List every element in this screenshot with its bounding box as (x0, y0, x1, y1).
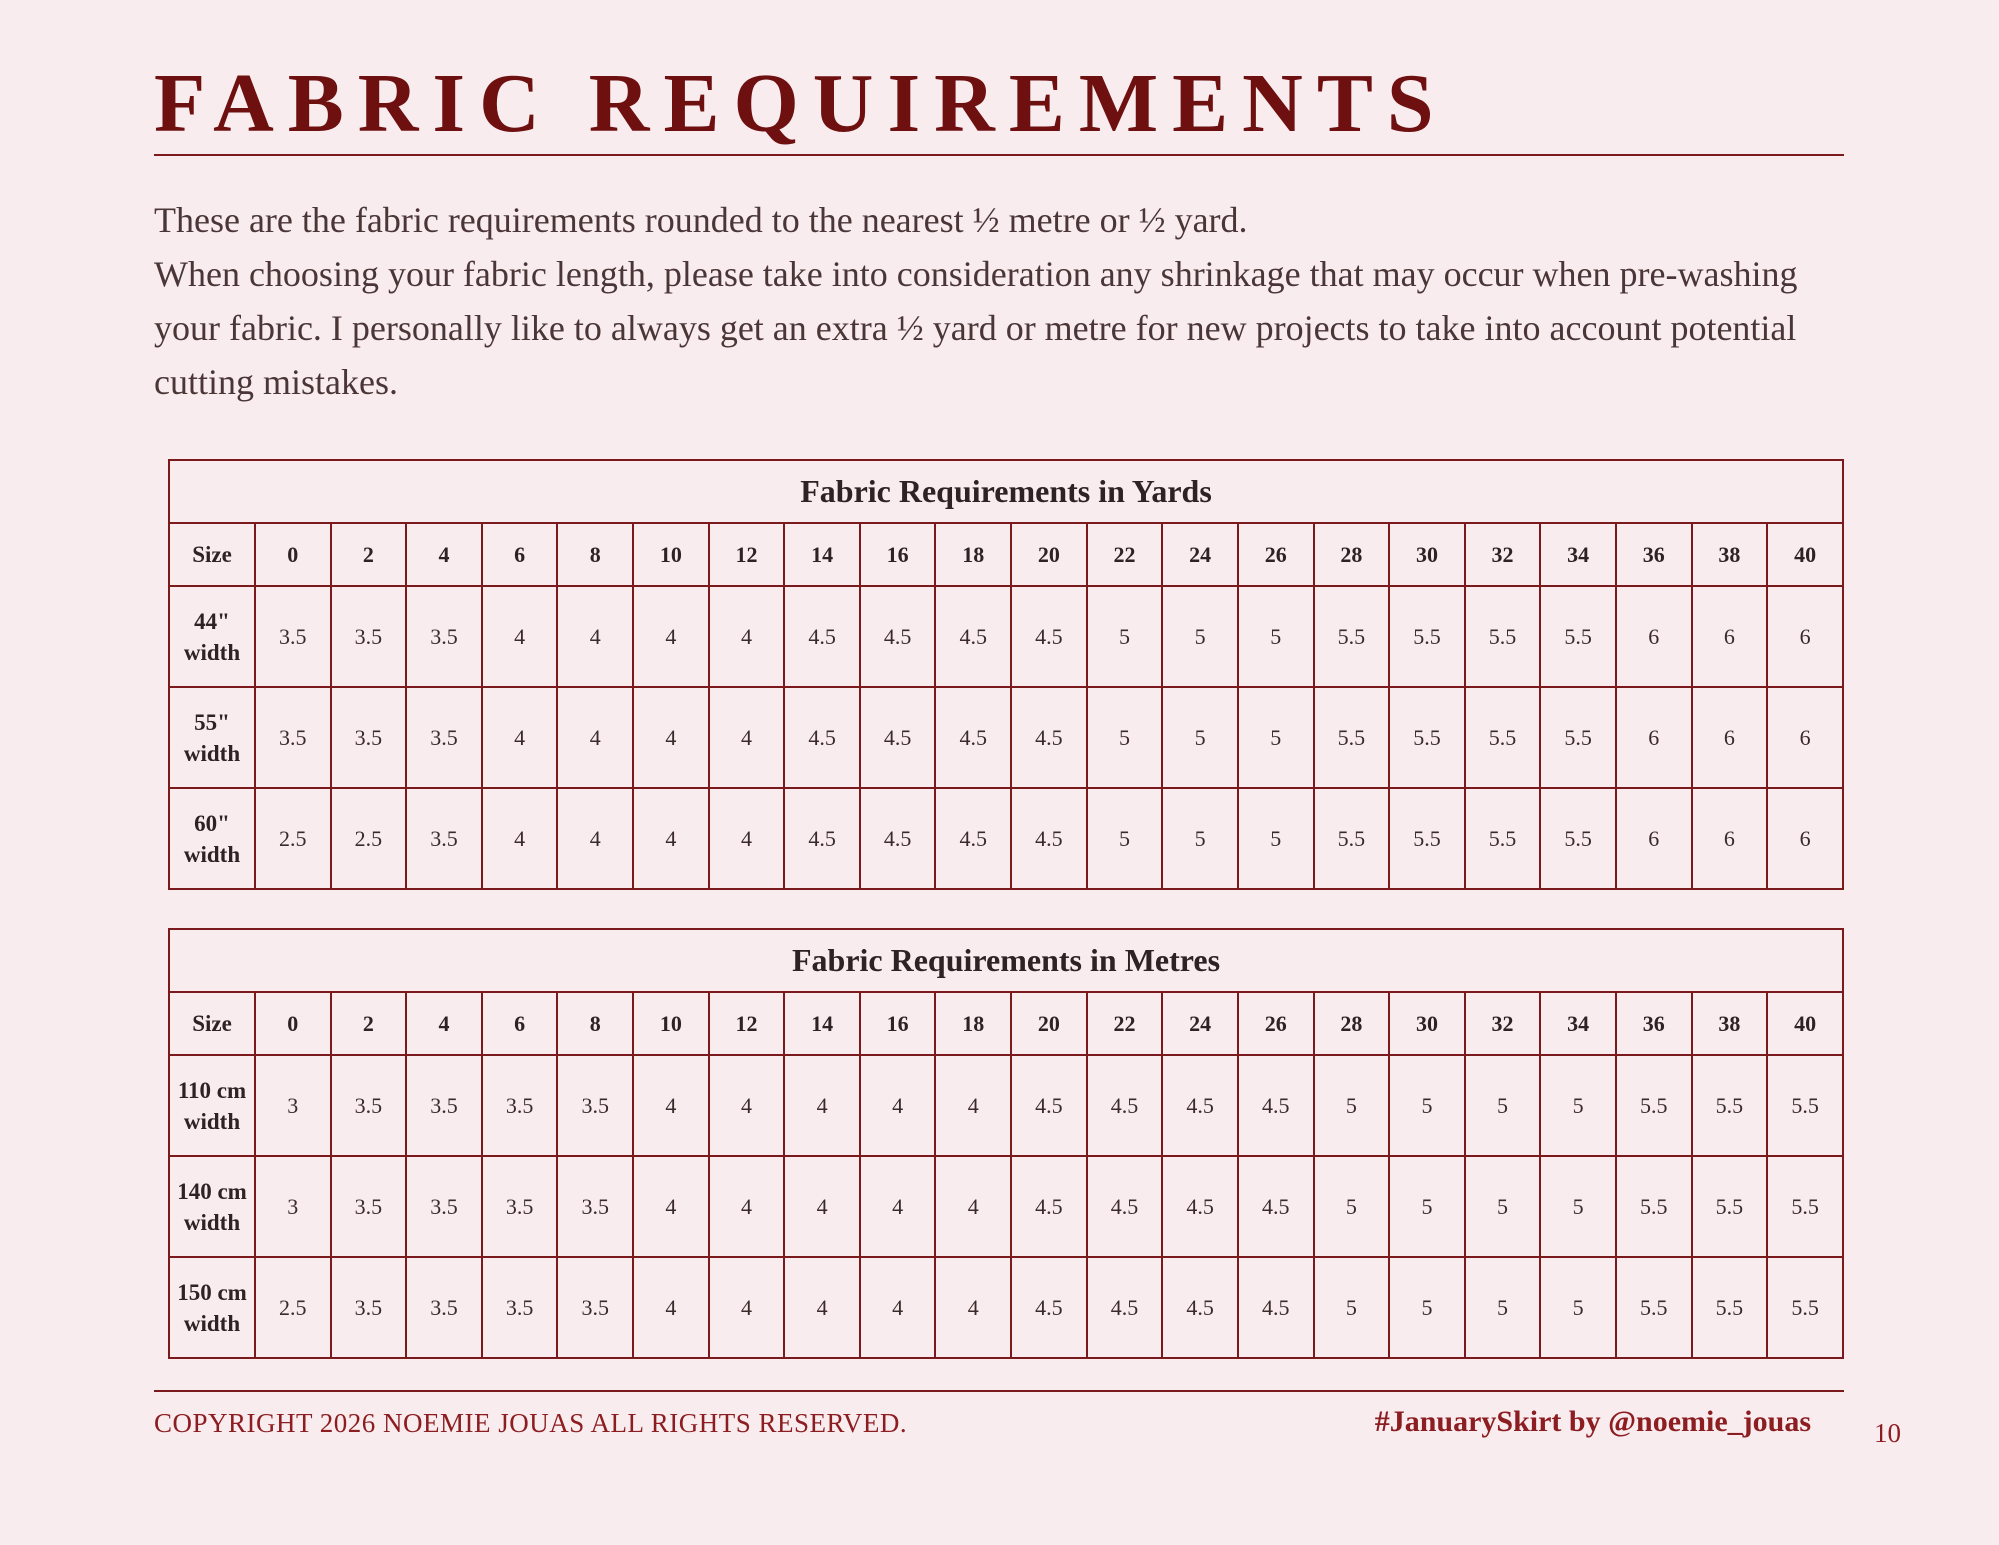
table-cell: 5.5 (1616, 1156, 1692, 1257)
fabric-width-value: 55" (194, 709, 230, 735)
table-cell: 4 (709, 1257, 785, 1358)
table-cell: 5 (1389, 1156, 1465, 1257)
table-cell: 3.5 (255, 687, 331, 788)
table-cell: 5.5 (1767, 1055, 1843, 1156)
table-cell: 4.5 (1087, 1156, 1163, 1257)
table-cell: 5 (1238, 687, 1314, 788)
table-cell: 2.5 (255, 1257, 331, 1358)
size-header-cell: 16 (860, 992, 936, 1055)
table-cell: 4.5 (1238, 1055, 1314, 1156)
table-cell: 3.5 (406, 687, 482, 788)
table-cell: 4.5 (935, 788, 1011, 889)
intro-text (154, 193, 1854, 409)
table-cell: 5 (1389, 1055, 1465, 1156)
size-header-cell: 22 (1087, 992, 1163, 1055)
table-row (169, 788, 1843, 889)
table-cell: 2.5 (255, 788, 331, 889)
fabric-width-value: 110 cm (177, 1077, 247, 1103)
table-cell: 6 (1616, 788, 1692, 889)
table-cell: 4.5 (784, 586, 860, 687)
table-cell: 3.5 (331, 1257, 407, 1358)
table-cell: 5 (1314, 1156, 1390, 1257)
table-cell: 4 (557, 788, 633, 889)
size-header-cell: 34 (1540, 992, 1616, 1055)
table-cell: 4 (709, 788, 785, 889)
table-cell: 6 (1692, 687, 1768, 788)
yards-header-row (169, 523, 1843, 586)
size-header-cell: 26 (1238, 523, 1314, 586)
table-cell: 3.5 (255, 586, 331, 687)
table-cell: 4 (633, 1257, 709, 1358)
table-cell: 4 (482, 687, 558, 788)
fabric-width-unit: width (183, 1209, 241, 1235)
table-cell: 5 (1540, 1156, 1616, 1257)
table-cell: 5 (1087, 788, 1163, 889)
table-cell: 3.5 (331, 586, 407, 687)
table-cell: 5 (1465, 1257, 1541, 1358)
table-cell: 3.5 (406, 788, 482, 889)
table-cell: 5.5 (1314, 687, 1390, 788)
table-cell: 5.5 (1616, 1055, 1692, 1156)
size-header-cell: 0 (255, 523, 331, 586)
table-cell: 4 (557, 687, 633, 788)
table-row (169, 1156, 1843, 1257)
table-cell: 3.5 (406, 586, 482, 687)
size-header-cell: 14 (784, 523, 860, 586)
table-cell: 5.5 (1314, 788, 1390, 889)
fabric-width-label (169, 1156, 255, 1257)
size-header-cell: 10 (633, 992, 709, 1055)
table-cell: 5.5 (1465, 687, 1541, 788)
table-cell: 5.5 (1692, 1257, 1768, 1358)
fabric-width-value: 60" (194, 810, 230, 836)
fabric-width-label (169, 1055, 255, 1156)
table-cell: 4.5 (1011, 687, 1087, 788)
size-header-cell: 8 (557, 992, 633, 1055)
size-header-cell: 2 (331, 523, 407, 586)
copyright-text: COPYRIGHT 2026 NOEMIE JOUAS ALL RIGHTS RESERVED. (154, 1408, 908, 1438)
table-cell: 5 (1162, 586, 1238, 687)
table-cell: 3.5 (331, 687, 407, 788)
table-row (169, 1257, 1843, 1358)
table-cell: 4.5 (1162, 1257, 1238, 1358)
table-cell: 4 (709, 1055, 785, 1156)
size-header-cell: 12 (709, 523, 785, 586)
title-divider (154, 154, 1844, 156)
table-cell: 5 (1162, 687, 1238, 788)
table-cell: 5.5 (1616, 1257, 1692, 1358)
table-cell: 4.5 (1238, 1156, 1314, 1257)
table-cell: 4 (784, 1055, 860, 1156)
fabric-width-unit: width (183, 841, 241, 867)
table-cell: 4.5 (1087, 1257, 1163, 1358)
table-cell: 4.5 (784, 788, 860, 889)
table-cell: 4.5 (1162, 1156, 1238, 1257)
table-cell: 5 (1238, 788, 1314, 889)
table-cell: 4 (557, 586, 633, 687)
table-cell: 4 (633, 1156, 709, 1257)
table-cell: 4 (860, 1156, 936, 1257)
table-cell: 5.5 (1389, 687, 1465, 788)
table-cell: 4.5 (784, 687, 860, 788)
table-cell: 4 (860, 1055, 936, 1156)
table-cell: 6 (1767, 687, 1843, 788)
intro-line-2: When choosing your fabric length, please take into consideration any shrinkage that may occur when pre-washing your fabric. I personally like to always get an extra ½ yard or metre for new projects to take into account potential cutting mistakes. (154, 254, 1798, 402)
size-header-cell: 28 (1314, 992, 1390, 1055)
table-cell: 6 (1692, 788, 1768, 889)
fabric-width-unit: width (183, 740, 241, 766)
table-cell: 5.5 (1540, 788, 1616, 889)
table-cell: 4.5 (1011, 1257, 1087, 1358)
size-header-cell: 32 (1465, 523, 1541, 586)
size-header-cell: 28 (1314, 523, 1390, 586)
size-header-cell: 20 (1011, 992, 1087, 1055)
size-header-cell: 6 (482, 992, 558, 1055)
table-cell: 4 (935, 1055, 1011, 1156)
table-cell: 5 (1465, 1055, 1541, 1156)
table-cell: 5.5 (1692, 1156, 1768, 1257)
table-row (169, 586, 1843, 687)
table-cell: 4 (482, 586, 558, 687)
table-cell: 4.5 (1011, 1055, 1087, 1156)
table-cell: 4 (633, 586, 709, 687)
table-cell: 3.5 (557, 1055, 633, 1156)
table-cell: 4 (709, 1156, 785, 1257)
size-header-cell: 34 (1540, 523, 1616, 586)
fabric-width-unit: width (183, 1310, 241, 1336)
fabric-width-label (169, 687, 255, 788)
table-cell: 4 (633, 788, 709, 889)
size-header-cell: 18 (935, 992, 1011, 1055)
size-header-cell: 38 (1692, 523, 1768, 586)
table-cell: 5 (1162, 788, 1238, 889)
size-header-cell: 4 (406, 992, 482, 1055)
table-cell: 4 (784, 1257, 860, 1358)
size-header-cell: 16 (860, 523, 936, 586)
page-title: FABRIC REQUIREMENTS (154, 57, 1448, 150)
size-header-cell: 40 (1767, 992, 1843, 1055)
table-row (169, 687, 1843, 788)
size-header-cell: 24 (1162, 992, 1238, 1055)
table-cell: 4.5 (860, 586, 936, 687)
fabric-width-value: 150 cm (177, 1279, 247, 1305)
table-cell: 4.5 (1011, 1156, 1087, 1257)
size-header-cell: 38 (1692, 992, 1768, 1055)
table-cell: 5.5 (1767, 1257, 1843, 1358)
table-cell: 4 (860, 1257, 936, 1358)
table-cell: 5.5 (1540, 687, 1616, 788)
page-number: 10 (1874, 1418, 1901, 1448)
table-cell: 4.5 (935, 687, 1011, 788)
table-cell: 4 (784, 1156, 860, 1257)
table-cell: 5.5 (1389, 788, 1465, 889)
table-cell: 4.5 (1162, 1055, 1238, 1156)
size-header-label: Size (169, 992, 255, 1055)
size-header-cell: 8 (557, 523, 633, 586)
table-cell: 3.5 (557, 1257, 633, 1358)
table-cell: 4.5 (1011, 788, 1087, 889)
size-header-cell: 30 (1389, 992, 1465, 1055)
size-header-cell: 30 (1389, 523, 1465, 586)
table-cell: 3.5 (482, 1257, 558, 1358)
table-cell: 2.5 (331, 788, 407, 889)
table-cell: 3.5 (331, 1055, 407, 1156)
table-cell: 3.5 (482, 1156, 558, 1257)
fabric-width-unit: width (183, 639, 241, 665)
table-cell: 3.5 (482, 1055, 558, 1156)
yards-table (168, 459, 1844, 890)
table-cell: 4.5 (860, 687, 936, 788)
table-cell: 3.5 (557, 1156, 633, 1257)
yards-table-caption: Fabric Requirements in Yards (169, 460, 1843, 523)
table-cell: 3.5 (406, 1055, 482, 1156)
table-cell: 4 (633, 1055, 709, 1156)
metres-table-caption: Fabric Requirements in Metres (169, 929, 1843, 992)
size-header-label: Size (169, 523, 255, 586)
size-header-cell: 2 (331, 992, 407, 1055)
size-header-cell: 14 (784, 992, 860, 1055)
fabric-width-label (169, 1257, 255, 1358)
table-cell: 4 (633, 687, 709, 788)
table-cell: 6 (1767, 788, 1843, 889)
size-header-cell: 22 (1087, 523, 1163, 586)
table-cell: 3 (255, 1055, 331, 1156)
size-header-cell: 32 (1465, 992, 1541, 1055)
table-cell: 4 (709, 687, 785, 788)
size-header-cell: 20 (1011, 523, 1087, 586)
table-cell: 5.5 (1692, 1055, 1768, 1156)
table-cell: 4 (709, 586, 785, 687)
size-header-cell: 36 (1616, 992, 1692, 1055)
fabric-width-label (169, 586, 255, 687)
table-cell: 5.5 (1389, 586, 1465, 687)
table-cell: 5.5 (1465, 788, 1541, 889)
size-header-cell: 36 (1616, 523, 1692, 586)
metres-table (168, 928, 1844, 1359)
table-cell: 6 (1616, 586, 1692, 687)
table-cell: 3.5 (331, 1156, 407, 1257)
size-header-cell: 10 (633, 523, 709, 586)
size-header-cell: 6 (482, 523, 558, 586)
table-cell: 5 (1540, 1055, 1616, 1156)
table-cell: 5 (1314, 1055, 1390, 1156)
table-cell: 3.5 (406, 1156, 482, 1257)
table-cell: 5.5 (1314, 586, 1390, 687)
table-cell: 4.5 (935, 586, 1011, 687)
table-row (169, 1055, 1843, 1156)
table-cell: 5 (1540, 1257, 1616, 1358)
table-cell: 4.5 (1011, 586, 1087, 687)
size-header-cell: 18 (935, 523, 1011, 586)
table-cell: 5.5 (1540, 586, 1616, 687)
intro-line-1: These are the fabric requirements rounded to the nearest ½ metre or ½ yard. (154, 200, 1248, 240)
table-cell: 6 (1692, 586, 1768, 687)
size-header-cell: 26 (1238, 992, 1314, 1055)
table-cell: 3 (255, 1156, 331, 1257)
metres-header-row (169, 992, 1843, 1055)
table-cell: 4 (935, 1156, 1011, 1257)
table-cell: 6 (1767, 586, 1843, 687)
size-header-cell: 24 (1162, 523, 1238, 586)
fabric-width-unit: width (183, 1108, 241, 1134)
footer-divider (154, 1390, 1844, 1392)
table-cell: 3.5 (406, 1257, 482, 1358)
table-cell: 4.5 (860, 788, 936, 889)
size-header-cell: 0 (255, 992, 331, 1055)
table-cell: 5 (1087, 687, 1163, 788)
table-cell: 6 (1616, 687, 1692, 788)
size-header-cell: 4 (406, 523, 482, 586)
size-header-cell: 12 (709, 992, 785, 1055)
table-cell: 5 (1465, 1156, 1541, 1257)
hashtag-credit: #JanuarySkirt by @noemie_jouas (1374, 1405, 1811, 1438)
table-cell: 4.5 (1087, 1055, 1163, 1156)
table-cell: 4.5 (1238, 1257, 1314, 1358)
table-cell: 4 (482, 788, 558, 889)
table-cell: 5.5 (1465, 586, 1541, 687)
size-header-cell: 40 (1767, 523, 1843, 586)
fabric-width-value: 44" (194, 608, 230, 634)
table-cell: 5 (1314, 1257, 1390, 1358)
table-cell: 5 (1238, 586, 1314, 687)
table-cell: 5 (1389, 1257, 1465, 1358)
fabric-width-label (169, 788, 255, 889)
table-cell: 4 (935, 1257, 1011, 1358)
table-cell: 5 (1087, 586, 1163, 687)
fabric-width-value: 140 cm (177, 1178, 247, 1204)
table-cell: 5.5 (1767, 1156, 1843, 1257)
